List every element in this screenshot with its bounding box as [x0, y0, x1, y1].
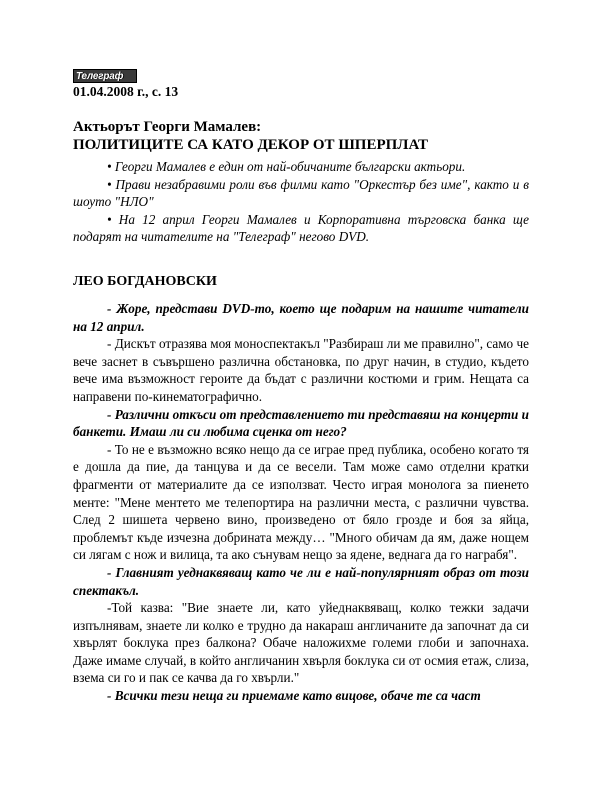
interview-question: - Различни откъси от представлението ти представяш на концерти и банкети. Имаш ли си любима сценка от него?: [73, 406, 529, 440]
interview-answer: -Той казва: "Вие знаете ли, като уйеднаквяващ, колко тежки задачи изпълнявам, знаете ли колко е трудно да накараш англичаните да започнат да си хвърлят боклука през балкона? Обаче наложихме големи глоби и започнаха. Даже имаме случай, в който англичанин хвърля боклука си от осмия етаж, слиза, взема си го и пак се качва да го хвърли.": [73, 600, 529, 686]
interview-question: - Главният уеднаквяващ като че ли е най-популярният образ от този спектакъл.: [73, 564, 529, 598]
interview-question: - Жоре, представи DVD-то, което ще подарим на нашите читатели на 12 април.: [73, 301, 529, 334]
newspaper-logo: Телеграф: [73, 69, 137, 83]
author-name: ЛЕО БОГДАНОВСКИ: [73, 274, 217, 289]
title-line-1: Актьорът Георги Мамалев:: [73, 119, 262, 135]
interview-question: - Всички тези неща ги приемаме като вицове, обаче те са част: [107, 688, 481, 704]
title-line-2: ПОЛИТИЦИТЕ СА КАТО ДЕКОР ОТ ШПЕРПЛАТ: [73, 137, 428, 153]
lead-bullet: • Прави незабравими роли във филми като "Оркестър без име", както и в шоуто "НЛО": [73, 176, 529, 209]
interview-answer: - То не е възможно всяко нещо да се играе пред публика, особено когато тя е дошла да пие, да танцува и да се весели. Там може само отделни кратки фрагменти от материалите да се използват. Често играя монолога за пиенето менте: "Мене ментето ме телепортира на различни места, с различни чувства. След 2 шишета червено вино, произведено от бяло грозде и боя за яйца, проблемът къде изчезна добрината между… "Много обичам да ям, даже нощем си лягам с нож и вилица, та ако сънувам нещо за ядене, веднага да го награбя".: [73, 441, 529, 563]
lead-bullet: • На 12 април Георги Мамалев и Корпоративна търговска банка ще подарят на читателите на "Телеграф" негово DVD.: [73, 211, 529, 244]
article-body: [73, 300, 529, 705]
date-page-label: 01.04.2008 г., с. 13: [73, 84, 179, 99]
interview-answer: - Дискът отразява моя моноспектакъл "Разбираш ли ме правилно", само че вече заснет в съвършено различна обстановка, по друг начин, в студио, където вече има възможност героите да бъдат с различни костюми и грим. Нещата са направени по-кинематографично.: [73, 336, 529, 404]
lead-bullet: • Георги Мамалев е един от най-обичаните български актьори.: [107, 159, 466, 174]
lead-bullets: [73, 158, 529, 246]
article-title: [73, 118, 533, 154]
